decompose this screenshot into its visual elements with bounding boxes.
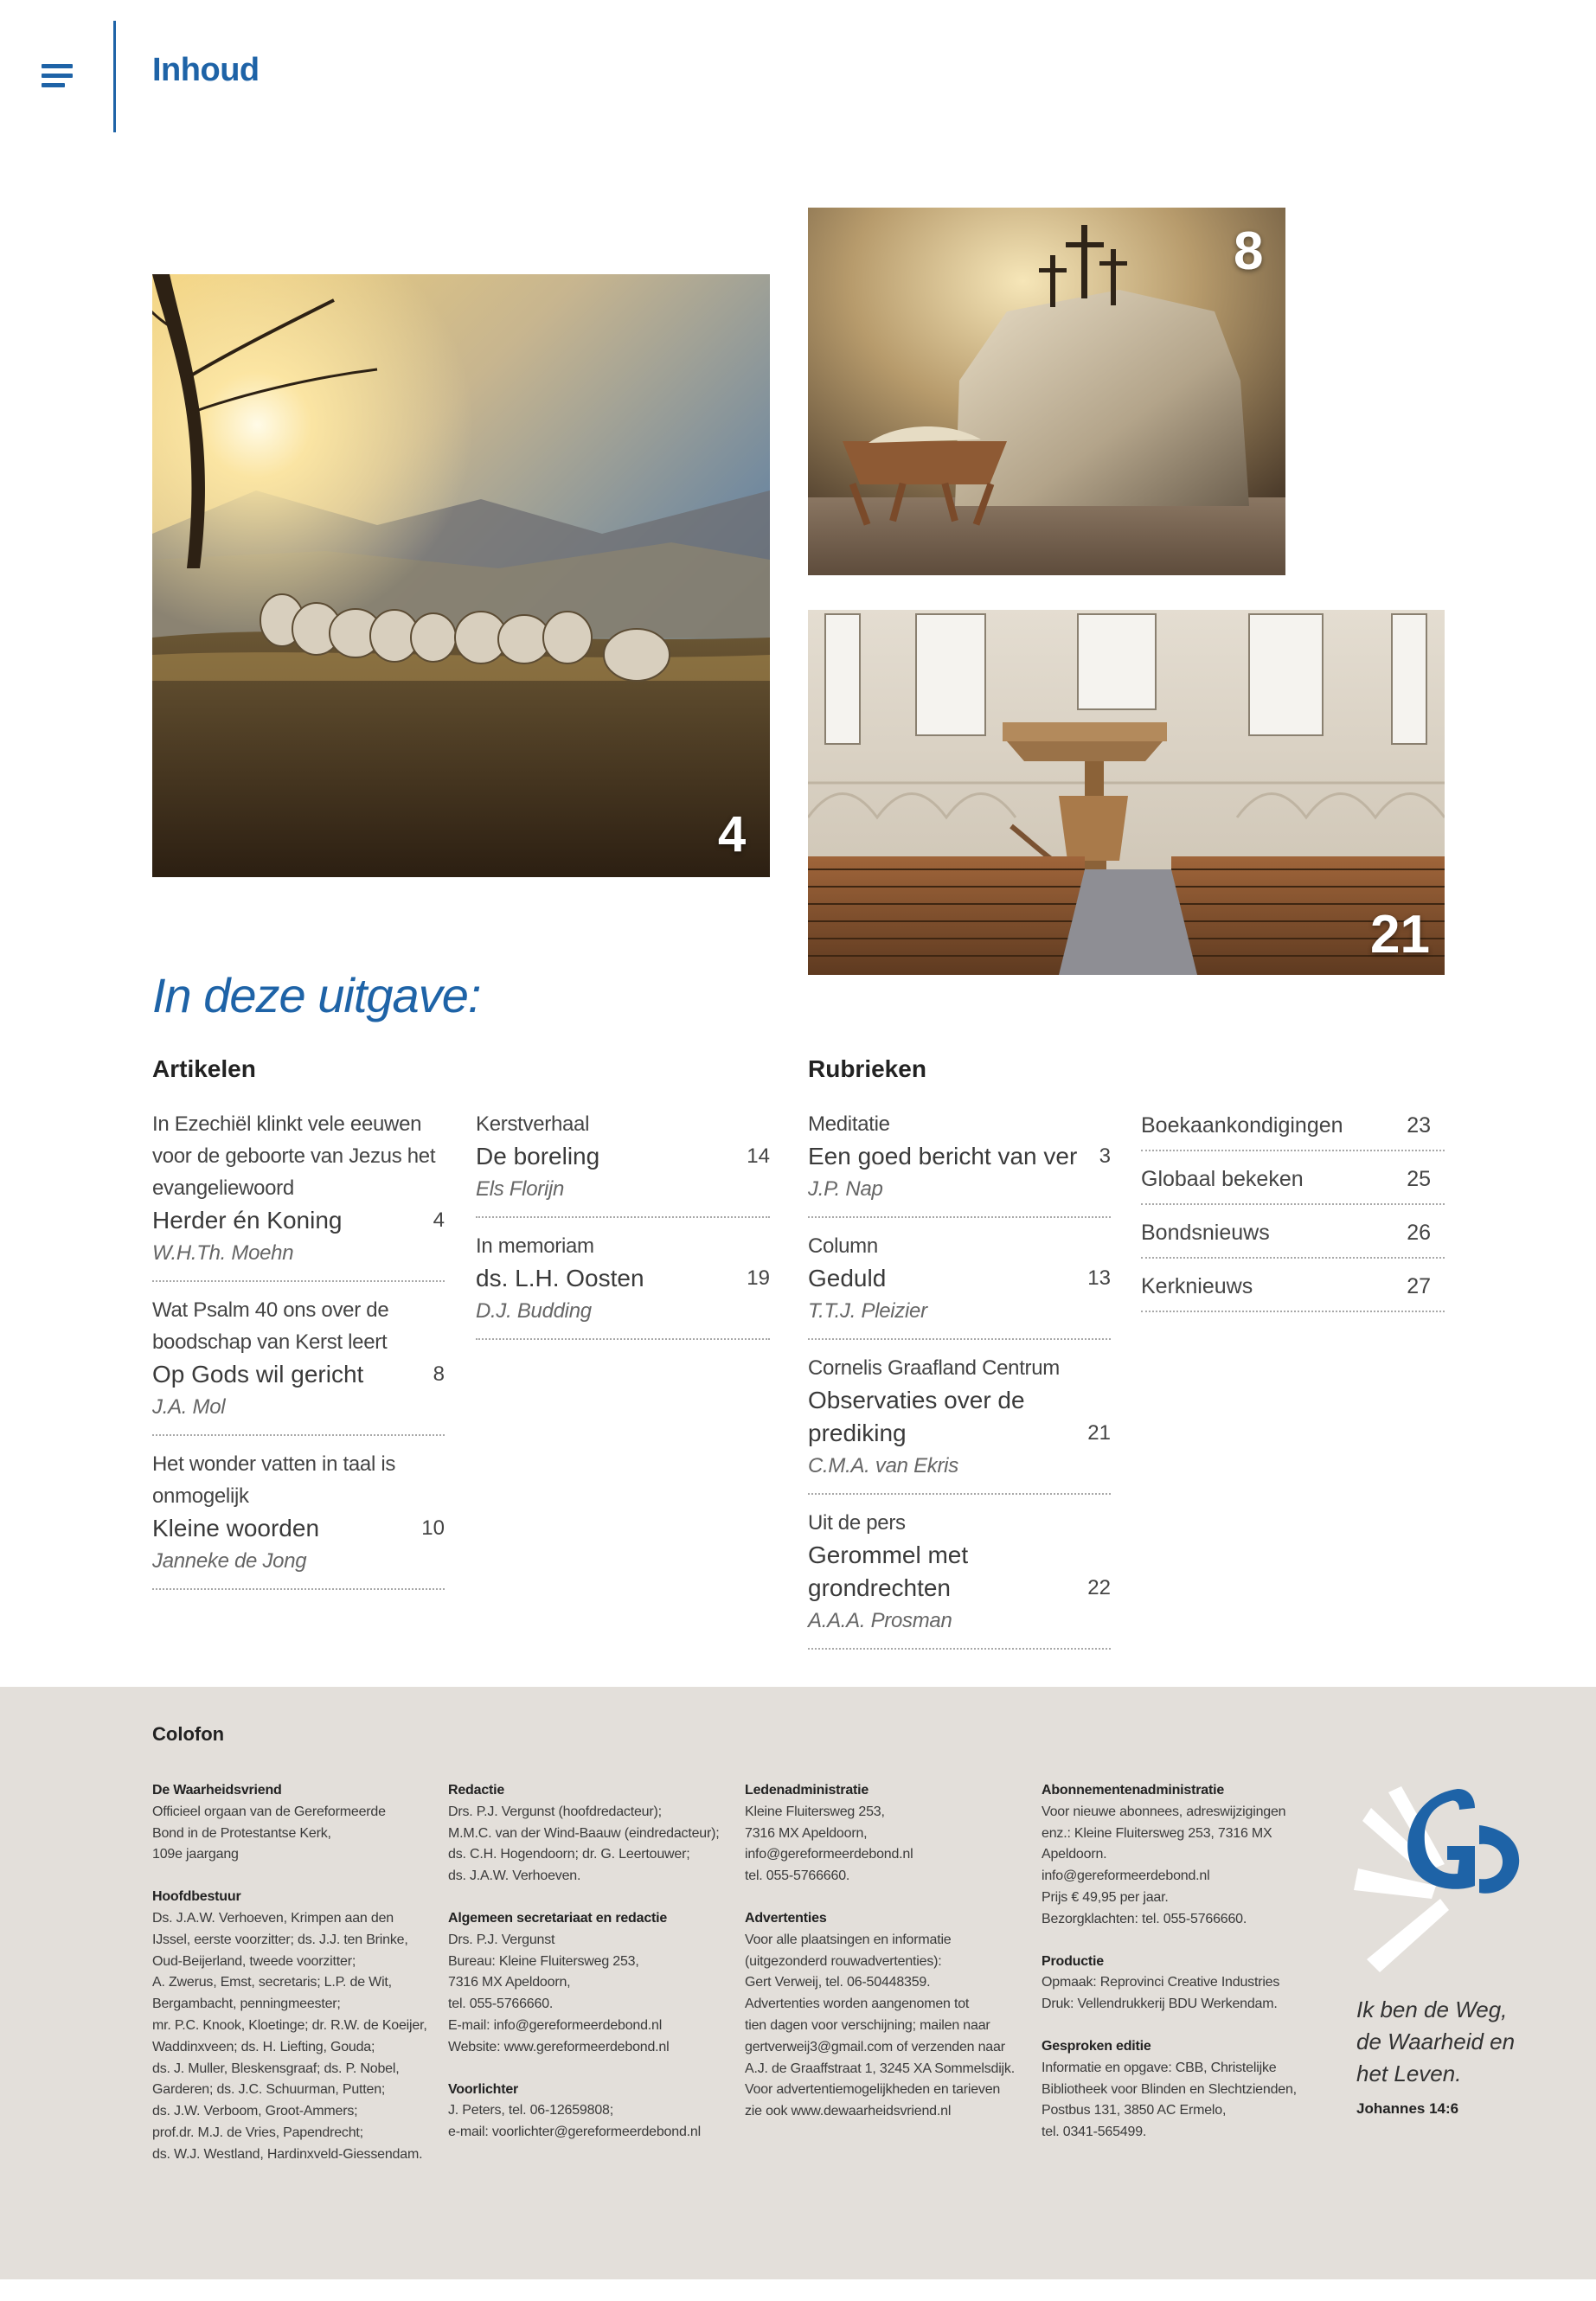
colofon-heading: Gesproken editie [1042,2038,1151,2054]
colofon-heading: Redactie [448,1783,505,1798]
section-title: In deze uitgave: [152,968,481,1022]
colofon-line: J. Peters, tel. 06-12659808; [448,2103,613,2118]
toc-title: Herder én Koning [152,1207,343,1234]
rubrieken-heading: Rubrieken [808,1055,926,1082]
page-title: Inhoud [152,52,260,88]
toc-page-number: 19 [747,1266,770,1290]
colofon-line: Voor alle plaatsingen en informatie [745,1932,952,1947]
quote-line: Ik ben de Weg, [1356,1997,1508,2022]
toc-item[interactable] [808,1507,1111,1650]
toc-page-number: 4 [433,1208,445,1232]
artikelen-column-2 [476,1108,770,1352]
rubrieken-column-1 [808,1108,1111,1662]
colofon-line: Waddinxveen; ds. H. Liefting, Gouda; [152,2039,375,2054]
toc-page-number: 21 [1087,1421,1111,1445]
toc-author: Els Florijn [476,1177,565,1201]
toc-kicker: In Ezechiël klinkt vele eeuwen voor de geboorte van Jezus het evangeliewoord [152,1112,436,1200]
colofon-heading: Advertenties [745,1910,827,1926]
photo-page-number: 8 [1234,221,1264,281]
bible-quote [1356,1994,1515,2090]
colofon-heading: Voorlichter [448,2081,519,2097]
toc-item[interactable] [1141,1219,1445,1259]
colofon-column-2 [448,1780,725,2144]
artikelen-heading: Artikelen [152,1055,256,1082]
toc-page-number: 25 [1407,1167,1431,1191]
colofon-line: enz.: Kleine Fluitersweg 253, 7316 MX [1042,1825,1272,1841]
toc-title: Globaal bekeken [1141,1167,1304,1191]
colofon-heading: Ledenadministratie [745,1783,869,1798]
header-divider [113,21,116,132]
colofon-email-link[interactable]: e-mail: voorlichter@gereformeerdebond.nl [448,2125,701,2140]
toc-page-number: 8 [433,1362,445,1386]
toc-page-number: 14 [747,1144,770,1168]
gereformeerde-bond-logo [1354,1782,1527,1972]
hamburger-menu-icon[interactable] [42,64,73,88]
photo-manger[interactable] [808,208,1285,575]
toc-item[interactable] [808,1230,1111,1340]
toc-kicker: Wat Psalm 40 ons over de boodschap van Kerst leert [152,1298,389,1354]
colofon-line: Bond in de Protestantse Kerk, [152,1825,331,1841]
colofon-line: tien dagen voor verschijning; mailen naar [745,2017,990,2033]
toc-item[interactable] [1141,1112,1445,1151]
toc-item[interactable] [476,1230,770,1340]
photo-church[interactable] [808,610,1445,975]
toc-author: W.H.Th. Moehn [152,1241,294,1265]
toc-kicker: Kerstverhaal [476,1112,590,1136]
colofon-line: Gert Verweij, tel. 06-50448359. [745,1975,931,1990]
colofon-column-1 [152,1780,429,2166]
toc-title: Gerommel met grondrechten [808,1541,969,1601]
toc-item[interactable] [152,1448,445,1590]
colofon-line: Bureau: Kleine Fluitersweg 253, [448,1953,639,1969]
artikelen-column-1 [152,1108,445,1602]
colofon-column-3 [745,1780,1022,2123]
manger-and-rock-image [808,208,1285,575]
colofon-panel [0,1687,1596,2279]
toc-kicker: Column [808,1234,878,1258]
toc-page-number: 26 [1407,1221,1431,1245]
colofon-line: tel. 055-5766660. [745,1868,850,1884]
toc-kicker: Meditatie [808,1112,890,1136]
toc-author: A.A.A. Prosman [808,1609,952,1632]
toc-page-number: 23 [1407,1113,1431,1138]
photo-page-number: 4 [718,806,747,862]
rubrieken-column-2 [1141,1112,1445,1326]
toc-title: ds. L.H. Oosten [476,1265,644,1292]
colofon-line: Voor nieuwe abonnees, adreswijzigingen [1042,1804,1286,1819]
toc-item[interactable] [808,1352,1111,1495]
toc-item[interactable] [152,1108,445,1282]
toc-item[interactable] [152,1294,445,1436]
toc-item[interactable] [1141,1272,1445,1312]
colofon-line: Postbus 131, 3850 AC Ermelo, [1042,2103,1227,2118]
colofon-heading: Abonnementenadministratie [1042,1783,1225,1798]
toc-author: T.T.J. Pleizier [808,1299,927,1323]
colofon-line: A.J. de Graaffstraat 1, 3245 XA Sommelsdijk. [745,2061,1015,2076]
quote-reference: Johannes 14:6 [1356,2100,1459,2117]
toc-item[interactable] [1141,1165,1445,1205]
colofon-line: 7316 MX Apeldoorn, [745,1825,868,1841]
colofon-line: Apeldoorn. [1042,1847,1107,1862]
quote-line: het Leven. [1356,2061,1462,2086]
toc-author: D.J. Budding [476,1299,592,1323]
colofon-line: ds. J.W. Verboom, Groot-Ammers; [152,2104,358,2119]
colofon-line: Garderen; ds. J.C. Schuurman, Putten; [152,2082,386,2098]
colofon-line: Kleine Fluitersweg 253, [745,1804,885,1819]
toc-author: J.P. Nap [808,1177,883,1201]
colofon-line: (uitgezonderd rouwadvertenties): [745,1953,942,1969]
toc-title: Kerknieuws [1141,1274,1253,1298]
toc-title: Geduld [808,1265,887,1292]
toc-title: De boreling [476,1143,600,1170]
colofon-line: 109e jaargang [152,1847,239,1862]
colofon-line: Bibliotheek voor Blinden en Slechtzienden, [1042,2081,1297,2097]
colofon-line: gertverweij3@gmail.com of verzenden naar [745,2039,1005,2054]
colofon-line: ds. C.H. Hogendoorn; dr. G. Leertouwer; [448,1847,690,1862]
church-interior-image [808,610,1445,975]
colofon-website-link[interactable]: Website: www.gereformeerdebond.nl [448,2039,670,2054]
colofon-line: Drs. P.J. Vergunst [448,1932,555,1947]
colofon-line: ds. W.J. Westland, Hardinxveld-Giessendam. [152,2146,423,2162]
colofon-line: 7316 MX Apeldoorn, [448,1975,571,1990]
toc-item[interactable] [808,1108,1111,1218]
photo-page-number: 21 [1370,905,1430,965]
toc-title: Observaties over de prediking [808,1387,1025,1446]
colofon-email-link[interactable]: info@gereformeerdebond.nl [1042,1868,1210,1884]
colofon-line: Druk: Vellendrukkerij BDU Werkendam. [1042,1997,1278,2012]
toc-kicker: In memoriam [476,1234,594,1258]
colofon-email-link[interactable]: E-mail: info@gereformeerdebond.nl [448,2017,663,2033]
colofon-heading: Productie [1042,1953,1104,1969]
colofon-line: Opmaak: Reprovinci Creative Industries [1042,1975,1280,1990]
colofon-line: ds. J. Muller, Bleskensgraaf; ds. P. Nobel, [152,2061,400,2076]
toc-title: Bondsnieuws [1141,1221,1270,1245]
colofon-heading: Algemeen secretariaat en redactie [448,1910,668,1926]
toc-kicker: Het wonder vatten in taal is onmogelijk [152,1452,396,1508]
colofon-line: Ds. J.A.W. Verhoeven, Krimpen aan den [152,1910,394,1926]
colofon-line: tel. 0341-565499. [1042,2125,1147,2140]
colofon-heading: Hoofdbestuur [152,1889,241,1905]
colofon-line: Voor advertentiemogelijkheden en tarieven [745,2082,1001,2098]
toc-author: Janneke de Jong [152,1549,307,1573]
colofon-line: M.M.C. van der Wind-Baauw (eindredacteur); [448,1825,720,1841]
toc-title: Op Gods wil gericht [152,1361,364,1388]
toc-title: Kleine woorden [152,1515,320,1541]
toc-kicker: Uit de pers [808,1511,906,1535]
toc-page-number: 3 [1099,1144,1111,1168]
toc-kicker: Cornelis Graafland Centrum [808,1356,1060,1380]
colofon-email-link[interactable]: info@gereformeerdebond.nl [745,1847,913,1862]
colofon-line: tel. 055-5766660. [448,1997,554,2012]
colofon-line: prof.dr. M.J. de Vries, Papendrecht; [152,2125,363,2140]
colofon-line: Prijs € 49,95 per jaar. [1042,1889,1169,1905]
colofon-line: ds. J.A.W. Verhoeven. [448,1868,581,1884]
toc-author: J.A. Mol [152,1395,226,1419]
toc-page-number: 22 [1087,1576,1111,1599]
quote-line: de Waarheid en [1356,2029,1516,2054]
toc-author: C.M.A. van Ekris [808,1454,958,1477]
colofon-line: IJssel, eerste voorzitter; ds. J.J. ten Brinke, [152,1932,408,1947]
colofon-website-link[interactable]: zie ook www.dewaarheidsvriend.nl [745,2104,952,2119]
colofon-line: Bergambacht, penningmeester; [152,1997,341,2012]
sheep-landscape-image [152,274,770,877]
toc-title: Een goed bericht van ver [808,1143,1078,1170]
toc-page-number: 13 [1087,1266,1111,1290]
colofon-title: Colofon [152,1723,225,1745]
toc-title: Boekaankondigingen [1141,1113,1343,1138]
colofon-line: Bezorgklachten: tel. 055-5766660. [1042,1911,1247,1926]
colofon-line: A. Zwerus, Emst, secretaris; L.P. de Wit, [152,1975,392,1990]
toc-item[interactable] [476,1108,770,1218]
colofon-line: Advertenties worden aangenomen tot [745,1997,970,2012]
colofon-heading: De Waarheidsvriend [152,1783,282,1798]
colofon-line: Officieel orgaan van de Gereformeerde [152,1804,386,1819]
colofon-line: Drs. P.J. Vergunst (hoofdredacteur); [448,1804,662,1819]
colofon-line: mr. P.C. Knook, Kloetinge; dr. R.W. de Koeijer, [152,2017,427,2033]
colofon-line: Informatie en opgave: CBB, Christelijke [1042,2060,1277,2075]
toc-page-number: 10 [421,1516,445,1540]
photo-sheep[interactable] [152,274,770,877]
toc-page-number: 27 [1407,1274,1431,1298]
colofon-line: Oud-Beijerland, tweede voorzitter; [152,1953,356,1969]
colofon-column-4 [1042,1780,1318,2144]
